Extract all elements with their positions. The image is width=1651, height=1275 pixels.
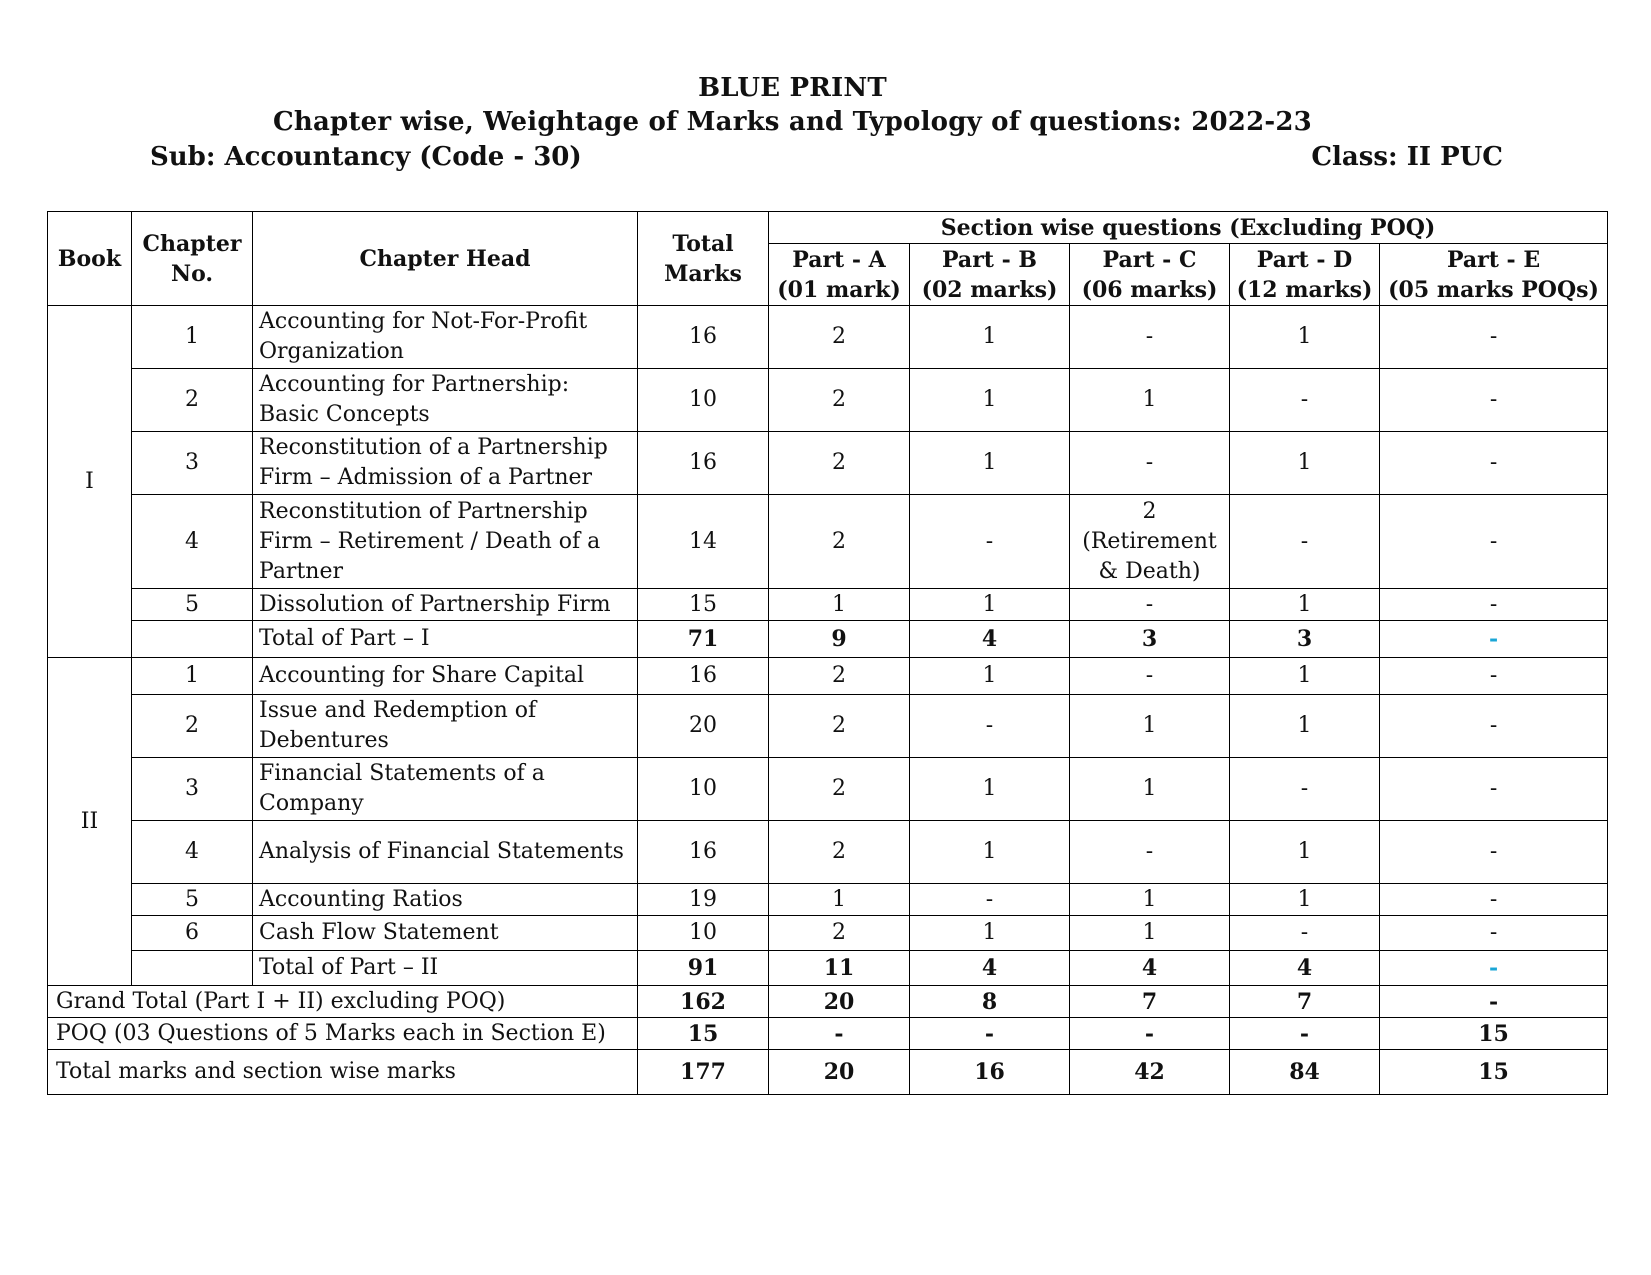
- part-d-name: Part - D: [1256, 246, 1353, 273]
- subtotal-row: [48, 621, 1608, 658]
- part-c-name: Part - C: [1102, 246, 1197, 273]
- table-row: [48, 369, 1608, 432]
- part-d-cell: 1: [1230, 695, 1380, 758]
- part-d-marks: (12 marks): [1236, 276, 1373, 303]
- chapter-no: 3: [132, 432, 253, 495]
- part-d-cell: 1: [1230, 658, 1380, 695]
- part-b-header: [910, 244, 1070, 306]
- empty-cell: [132, 621, 253, 658]
- table-row: [48, 695, 1608, 758]
- table-row: [48, 884, 1608, 916]
- part-b-cell: -: [910, 695, 1070, 758]
- total-header-line1: Total: [672, 230, 734, 257]
- part-c-cell: -: [1070, 432, 1230, 495]
- part-e-cell: -: [1380, 695, 1608, 758]
- part-b-cell: 1: [910, 369, 1070, 432]
- chapter-head: Reconstitution of Partnership Firm – Retirement / Death of a Partner: [253, 495, 638, 589]
- part-a-cell: 2: [769, 495, 910, 589]
- total-marks: 16: [638, 432, 769, 495]
- table-row: [48, 495, 1608, 589]
- total-marks: 10: [638, 369, 769, 432]
- part-e-name: Part - E: [1446, 246, 1541, 273]
- part-b-cell: 1: [910, 658, 1070, 695]
- total-marks: 10: [638, 916, 769, 951]
- part-d-cell: 1: [1230, 884, 1380, 916]
- grand-total-total: 162: [638, 986, 769, 1018]
- section-header: Section wise questions (Excluding POQ): [769, 212, 1608, 244]
- doc-subtitle: Chapter wise, Weightage of Marks and Typology of questions: 2022-23: [273, 107, 1312, 137]
- chapter-head: Accounting for Partnership: Basic Concepts: [253, 369, 638, 432]
- subtotal-d: 3: [1230, 621, 1380, 658]
- part-e-cell: -: [1380, 758, 1608, 821]
- chapter-head: Dissolution of Partnership Firm: [253, 589, 638, 621]
- subtotal-e: -: [1380, 951, 1608, 986]
- grand-total-e: -: [1380, 986, 1608, 1018]
- total-marks: 15: [638, 589, 769, 621]
- part-c-header: [1070, 244, 1230, 306]
- subtotal-label: Total of Part – II: [253, 951, 638, 986]
- table-row: [48, 306, 1608, 369]
- poq-label: POQ (03 Questions of 5 Marks each in Section E): [48, 1018, 638, 1050]
- subtotal-a: 11: [769, 951, 910, 986]
- chapter-head: Accounting for Not-For-Profit Organization: [253, 306, 638, 369]
- part-c-cell: -: [1070, 589, 1230, 621]
- part-a-marks: (01 mark): [777, 276, 901, 303]
- part-d-cell: 1: [1230, 432, 1380, 495]
- chapter-head: Analysis of Financial Statements: [253, 821, 638, 884]
- grand-total-c: 7: [1070, 986, 1230, 1018]
- table-row: [48, 821, 1608, 884]
- total-marks: 16: [638, 658, 769, 695]
- final-total-total: 177: [638, 1050, 769, 1095]
- part-a-cell: 2: [769, 695, 910, 758]
- part-b-cell: 1: [910, 758, 1070, 821]
- col-head-header: Chapter Head: [253, 212, 638, 306]
- book-label: II: [48, 658, 132, 986]
- final-total-c: 42: [1070, 1050, 1230, 1095]
- part-e-cell: -: [1380, 306, 1608, 369]
- part-e-cell: -: [1380, 658, 1608, 695]
- part-c-cell: 1: [1070, 695, 1230, 758]
- chapter-no: 5: [132, 884, 253, 916]
- col-book-header: Book: [48, 212, 132, 306]
- part-c-cell: 1: [1070, 916, 1230, 951]
- subtotal-label: Total of Part – I: [253, 621, 638, 658]
- part-a-cell: 2: [769, 432, 910, 495]
- part-c-cell: 1: [1070, 884, 1230, 916]
- part-e-cell: -: [1380, 884, 1608, 916]
- chapter-no: 5: [132, 589, 253, 621]
- table-row: [48, 432, 1608, 495]
- part-b-marks: (02 marks): [921, 276, 1058, 303]
- part-b-cell: -: [910, 884, 1070, 916]
- subtotal-c: 3: [1070, 621, 1230, 658]
- blueprint-table: [47, 211, 1608, 1095]
- subtotal-total: 91: [638, 951, 769, 986]
- subject-label: Sub: Accountancy (Code - 30): [150, 142, 582, 172]
- part-c-cell: 1: [1070, 369, 1230, 432]
- part-d-cell: 1: [1230, 589, 1380, 621]
- poq-d: -: [1230, 1018, 1380, 1050]
- chapter-head: Financial Statements of a Company: [253, 758, 638, 821]
- part-d-cell: -: [1230, 495, 1380, 589]
- subtotal-c: 4: [1070, 951, 1230, 986]
- subtotal-row: [48, 951, 1608, 986]
- table-row: [48, 658, 1608, 695]
- part-a-cell: 2: [769, 821, 910, 884]
- poq-b: -: [910, 1018, 1070, 1050]
- part-a-cell: 2: [769, 369, 910, 432]
- poq-a: -: [769, 1018, 910, 1050]
- final-total-e: 15: [1380, 1050, 1608, 1095]
- part-b-cell: 1: [910, 589, 1070, 621]
- table-row: [48, 589, 1608, 621]
- header-row: [48, 212, 1608, 244]
- empty-cell: [132, 951, 253, 986]
- poq-c: -: [1070, 1018, 1230, 1050]
- chapter-no: 4: [132, 495, 253, 589]
- col-chapter-header: [132, 212, 253, 306]
- part-a-cell: 2: [769, 916, 910, 951]
- part-c-marks: (06 marks): [1081, 276, 1218, 303]
- grand-total-row: [48, 986, 1608, 1018]
- part-e-marks: (05 marks POQs): [1388, 276, 1599, 303]
- grand-total-a: 20: [769, 986, 910, 1018]
- chapter-no: 4: [132, 821, 253, 884]
- book-label: I: [48, 306, 132, 658]
- total-marks: 19: [638, 884, 769, 916]
- part-e-cell: -: [1380, 495, 1608, 589]
- part-c-cell: 1: [1070, 758, 1230, 821]
- part-d-cell: -: [1230, 916, 1380, 951]
- total-header-line2: Marks: [664, 260, 742, 287]
- part-d-cell: -: [1230, 758, 1380, 821]
- part-b-cell: 1: [910, 432, 1070, 495]
- part-a-cell: 2: [769, 758, 910, 821]
- part-e-header: [1380, 244, 1608, 306]
- part-e-cell: -: [1380, 432, 1608, 495]
- part-b-cell: 1: [910, 306, 1070, 369]
- subtotal-d: 4: [1230, 951, 1380, 986]
- chapter-head: Accounting Ratios: [253, 884, 638, 916]
- chapter-head: Cash Flow Statement: [253, 916, 638, 951]
- part-a-cell: 1: [769, 589, 910, 621]
- total-marks: 16: [638, 306, 769, 369]
- chapter-no: 3: [132, 758, 253, 821]
- chapter-head: Issue and Redemption of Debentures: [253, 695, 638, 758]
- subtotal-e: -: [1380, 621, 1608, 658]
- part-c-cell: -: [1070, 821, 1230, 884]
- chapter-head: Reconstitution of a Partnership Firm – Admission of a Partner: [253, 432, 638, 495]
- subtotal-b: 4: [910, 621, 1070, 658]
- chapter-header-line1: Chapter: [142, 230, 242, 257]
- part-e-cell: -: [1380, 369, 1608, 432]
- chapter-no: 1: [132, 658, 253, 695]
- chapter-no: 2: [132, 369, 253, 432]
- col-total-header: [638, 212, 769, 306]
- part-c-cell: 2 (Retirement & Death): [1070, 495, 1230, 589]
- grand-total-d: 7: [1230, 986, 1380, 1018]
- final-total-b: 16: [910, 1050, 1070, 1095]
- poq-total: 15: [638, 1018, 769, 1050]
- final-total-a: 20: [769, 1050, 910, 1095]
- total-marks: 16: [638, 821, 769, 884]
- chapter-no: 1: [132, 306, 253, 369]
- part-d-header: [1230, 244, 1380, 306]
- grand-total-b: 8: [910, 986, 1070, 1018]
- table-row: [48, 916, 1608, 951]
- part-a-cell: 2: [769, 658, 910, 695]
- chapter-head: Accounting for Share Capital: [253, 658, 638, 695]
- part-a-cell: 2: [769, 306, 910, 369]
- part-a-header: [769, 244, 910, 306]
- total-marks: 10: [638, 758, 769, 821]
- part-e-cell: -: [1380, 821, 1608, 884]
- final-total-row: [48, 1050, 1608, 1095]
- part-e-cell: -: [1380, 916, 1608, 951]
- part-c-cell: -: [1070, 658, 1230, 695]
- part-b-cell: 1: [910, 916, 1070, 951]
- part-a-name: Part - A: [792, 246, 886, 273]
- final-total-label: Total marks and section wise marks: [48, 1050, 638, 1095]
- subtotal-b: 4: [910, 951, 1070, 986]
- total-marks: 20: [638, 695, 769, 758]
- part-e-cell: -: [1380, 589, 1608, 621]
- part-b-cell: 1: [910, 821, 1070, 884]
- total-marks: 14: [638, 495, 769, 589]
- final-total-d: 84: [1230, 1050, 1380, 1095]
- table-row: [48, 758, 1608, 821]
- part-d-cell: 1: [1230, 306, 1380, 369]
- subtotal-a: 9: [769, 621, 910, 658]
- chapter-no: 6: [132, 916, 253, 951]
- chapter-header-line2: No.: [170, 260, 214, 287]
- part-d-cell: 1: [1230, 821, 1380, 884]
- class-label: Class: II PUC: [1311, 142, 1503, 172]
- doc-title: BLUE PRINT: [698, 73, 887, 103]
- chapter-no: 2: [132, 695, 253, 758]
- poq-e: 15: [1380, 1018, 1608, 1050]
- subtotal-total: 71: [638, 621, 769, 658]
- grand-total-label: Grand Total (Part I + II) excluding POQ): [48, 986, 638, 1018]
- poq-row: [48, 1018, 1608, 1050]
- part-c-cell: -: [1070, 306, 1230, 369]
- part-a-cell: 1: [769, 884, 910, 916]
- part-b-cell: -: [910, 495, 1070, 589]
- part-b-name: Part - B: [941, 246, 1037, 273]
- part-d-cell: -: [1230, 369, 1380, 432]
